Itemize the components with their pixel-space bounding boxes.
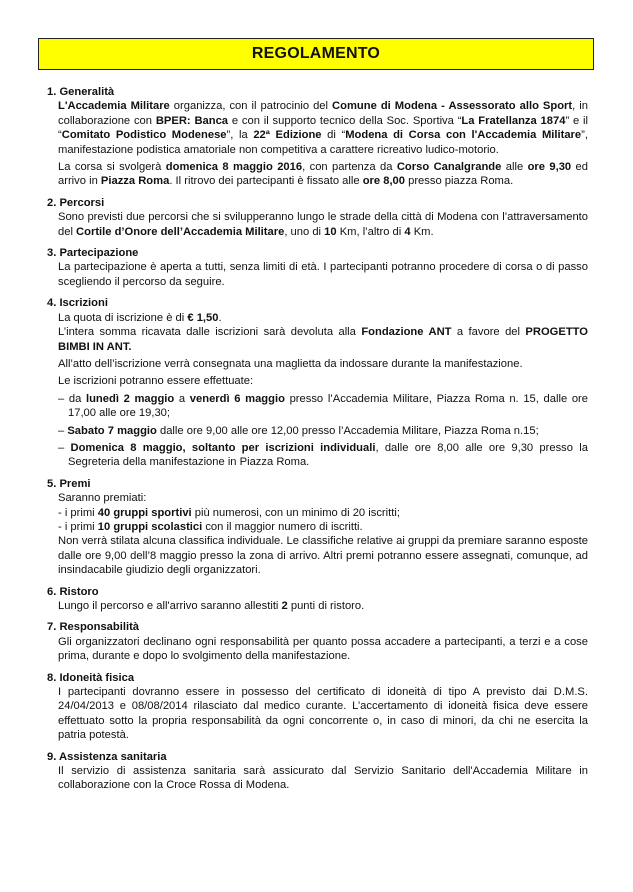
text-run: Il servizio di assistenza sanitaria sarà assicurato dal Servizio Sanitario dell'Accademia Militare in collaborazione con la Croce Rossa di Modena. [58,765,588,792]
bold-text: 10 gruppi scolastici [97,520,203,533]
paragraph [58,357,588,371]
section-heading: 1. Generalità [47,86,115,98]
text-run: organizza, con il patrocinio del [169,100,333,113]
text-run: Km. [410,225,434,238]
section-heading: 9. Assistenza sanitaria [47,750,167,763]
list-item [58,392,588,421]
paragraph [58,764,588,793]
bold-text: lunedì 2 maggio [85,392,175,405]
section-9 [48,750,588,793]
text-run: con il maggior numero di iscritti. [202,520,363,533]
bold-text: PROGETTO BIMBI IN ANT. [58,326,588,353]
paragraph [58,210,588,239]
bold-text: BPER: Banca [155,114,229,127]
section-body [48,491,588,577]
text-run: Non verrà stilata alcuna classifica individuale. Le classifiche relative ai gruppi da premiare saranno esposte dalle ore 9,00 dell’8 maggio presso la zona di arrivo. Altri premi potranno essere assegnati, comunque, ad insindacabile giudizio degli organizzatori. [58,535,588,577]
section-7 [48,620,588,663]
bold-text: 2 [281,600,288,612]
list-item [58,424,588,438]
bold-text: venerdì 6 maggio [189,392,285,405]
text-run: alle [501,161,528,174]
bold-text: Comitato Podistico Modenese [61,129,227,142]
bold-text: Piazza Roma [100,175,170,188]
text-run: Gli organizzatori declinano ogni responsabilità per quanto possa accadere a partecipanti, a terzi e a cose prima, durante e dopo lo svolgimento della manifestazione. [58,635,588,663]
bold-text: 40 gruppi sportivi [97,506,192,519]
text-run: , in collaborazione con [58,100,588,127]
text-run: ed arrivo in [58,161,589,188]
section-3 [48,246,588,289]
paragraph [58,685,588,743]
section-5 [48,477,588,578]
text-run: dalle ore 9,00 alle ore 12,00 presso l’Accademia Militare, Piazza Roma n.15; [156,424,539,437]
text-run: All’atto dell’iscrizione verrà consegnata una maglietta da indossare durante la manifestazione. [58,357,523,370]
text-run: presso l’Accademia Militare, Piazza Roma n. 15, dalle ore 17,00 alle ore 19,30; [68,392,588,420]
text-run: presso piazza Roma. [405,175,514,188]
paragraph [58,311,588,354]
bold-text: ore 9,30 [527,161,572,174]
text-run: I partecipanti dovranno essere in possesso del certificato di idoneità di tipo A previsto dai D.M.S. 24/04/2013 e 08/08/2014 rilasciato dal medico curante. L’accertamento di idoneità fisica deve essere effettuato sotto la propria responsabilità da ogni concorrente o, in caso di minori, da chi ne esercita la patria potestà. [58,686,588,742]
section-body [48,210,588,239]
section-2 [48,196,588,239]
section-8 [48,671,588,743]
bold-text: € 1,50 [187,311,219,324]
text-run: Lungo il percorso e all'arrivo saranno allestiti [58,600,282,612]
bold-text: La Fratellanza 1874 [461,114,566,127]
text-run: di “ [321,129,346,142]
bold-text: Domenica 8 maggio, soltanto per iscrizioni individuali [70,441,376,454]
paragraph [58,160,588,189]
text-run: , dalle ore 8,00 alle ore 9,30 presso la Segreteria della manifestazione in Piazza Roma. [68,441,588,469]
text-run: a favore del [451,326,526,339]
text-run: ” e il “ [58,114,589,142]
bold-text: 10 [324,225,337,238]
section-body [48,685,588,743]
text-run: – da [58,392,86,405]
document-title: REGOLAMENTO [38,38,594,70]
bold-text: Sabato 7 maggio [67,424,157,437]
paragraph [58,260,588,289]
paragraph [58,374,588,388]
text-run: La quota di iscrizione è di [58,311,188,324]
section-body [48,635,588,664]
bold-text: Comune di Modena - Assessorato allo Sport [332,100,573,113]
section-heading: 7. Responsabilità [47,621,140,634]
bold-text: Corso Canalgrande [396,161,502,174]
bold-text: L'Accademia Militare [58,100,170,113]
text-run: punti di ristoro. [287,600,365,612]
bold-text: domenica 8 maggio 2016 [165,161,303,174]
text-run: . Il ritrovo dei partecipanti è fissato alle [169,175,363,188]
text-run: Sono previsti due percorsi che si svilupperanno lungo le strade della città di Modena con l’attraversamento del [58,211,588,238]
bold-text: 22ª Edizione [253,129,322,142]
section-heading: 8. Idoneità fisica [47,671,135,684]
bold-text: Fondazione ANT [361,326,452,339]
paragraph [58,599,588,613]
section-heading: 2. Percorsi [47,196,105,209]
paragraph [58,635,588,664]
list-item [58,441,588,470]
section-body [48,599,588,613]
text-run: e con il supporto tecnico della Soc. Sportiva “ [228,114,462,127]
text-run: Km, l’altro di [336,225,405,238]
text-run: . [218,311,222,324]
text-run: La corsa si svolgerà [58,161,166,174]
text-run: Saranno premiati: [58,492,147,505]
bold-text: 4 [404,225,411,238]
text-run: Le iscrizioni potranno essere effettuate: [58,375,254,388]
text-run: – [58,441,71,454]
regulation-body [48,85,588,800]
text-run: , con partenza da [302,161,397,174]
section-heading: 3. Partecipazione [47,247,139,260]
text-run: più numerosi, con un minimo di 20 iscritti; [191,506,400,519]
text-run: , uno di [284,225,325,238]
text-run: L’intera somma ricavata dalle iscrizioni sarà devoluta alla [58,326,362,339]
text-run: ”, manifestazione podistica amatoriale non competitiva a carattere ricreativo ludico-motorio. [58,129,588,156]
text-run: - i primi [58,506,98,519]
section-heading: 5. Premi [47,477,91,490]
bold-text: Modena di Corsa con l'Accademia Militare [345,129,582,142]
paragraph [58,99,588,157]
bold-text: Cortile d’Onore dell’Accademia Militare [76,225,285,238]
section-body [48,311,588,470]
text-run: ”, la [226,129,254,142]
section-body [48,99,588,188]
text-run: – [58,424,68,437]
section-body [48,764,588,793]
text-run: a [174,392,190,405]
bold-text: ore 8,00 [362,175,405,188]
section-4 [48,296,588,469]
text-run: - i primi [58,520,98,533]
paragraph [58,491,588,577]
text-run: La partecipazione è aperta a tutti, senza limiti di età. I partecipanti potranno procedere di corsa o di passo scegliendo il percorso da seguire. [58,261,588,288]
section-body [48,260,588,289]
section-1 [48,85,588,189]
section-heading: 4. Iscrizioni [47,297,108,310]
section-6 [48,585,588,614]
section-heading: 6. Ristoro [47,585,99,598]
